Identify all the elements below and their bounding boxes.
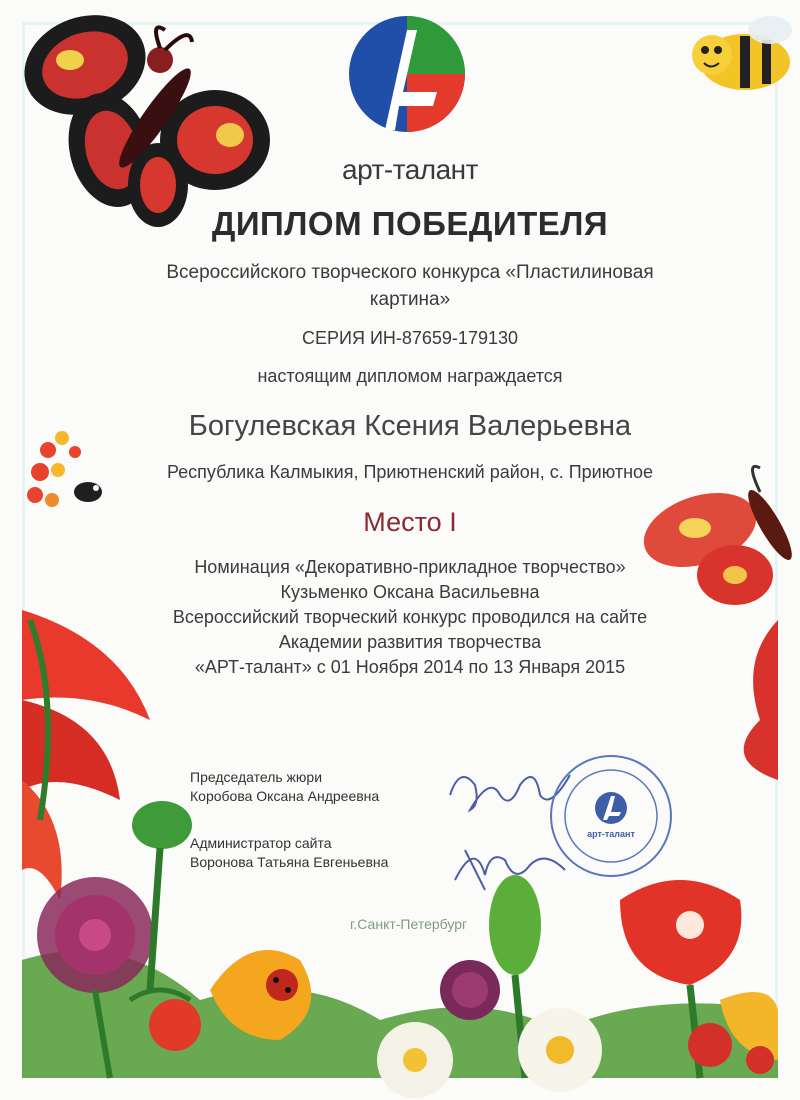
nomination-block <box>100 555 720 680</box>
stamp-label: арт-талант <box>587 829 635 839</box>
contest-line-2: картина» <box>369 289 451 310</box>
art-talant-logo-icon <box>345 12 470 147</box>
diploma-title: ДИПЛОМ ПОБЕДИТЕЛЯ <box>211 205 609 242</box>
held-line-2: Академии развития творчества <box>278 632 542 652</box>
jury-signature-block <box>190 768 379 806</box>
nomination-text: Номинация «Декоративно-прикладное творчество» <box>194 557 626 577</box>
admin-name: Воронова Татьяна Евгеньевна <box>190 854 389 870</box>
awarded-text: настоящим дипломом награждается <box>257 366 563 386</box>
flower-left-small <box>27 431 102 507</box>
bee-top-right <box>692 16 792 90</box>
brand-name: арт-талант <box>342 154 478 185</box>
contest-name <box>130 259 690 313</box>
winner-region: Республика Калмыкия, Приютненский район, с. Приютное <box>166 462 654 482</box>
jury-name: Коробова Оксана Андреевна <box>190 788 380 804</box>
seal-stamp-icon <box>547 752 675 880</box>
held-line-1: Всероссийский творческий конкурс проводился на сайте <box>172 607 648 627</box>
butterfly-top-left <box>10 0 270 227</box>
city-footer: г.Санкт-Петербург <box>350 916 468 932</box>
admin-role: Администратор сайта <box>190 835 332 851</box>
contest-line-1: Всероссийского творческого конкурса «Пластилиновая <box>166 262 654 283</box>
red-flower-right-edge <box>744 620 778 780</box>
admin-signature-block <box>190 834 388 872</box>
winner-name: Богулевская Ксения Валерьевна <box>188 410 632 442</box>
place-award: Место I <box>363 507 457 537</box>
teacher-name: Кузьменко Оксана Васильевна <box>280 582 540 602</box>
held-line-3: «АРТ-талант» с 01 Ноября 2014 по 13 Января 2015 <box>194 657 626 677</box>
series-number: СЕРИЯ ИН-87659-179130 <box>302 328 518 348</box>
jury-role: Председатель жюри <box>190 769 323 785</box>
